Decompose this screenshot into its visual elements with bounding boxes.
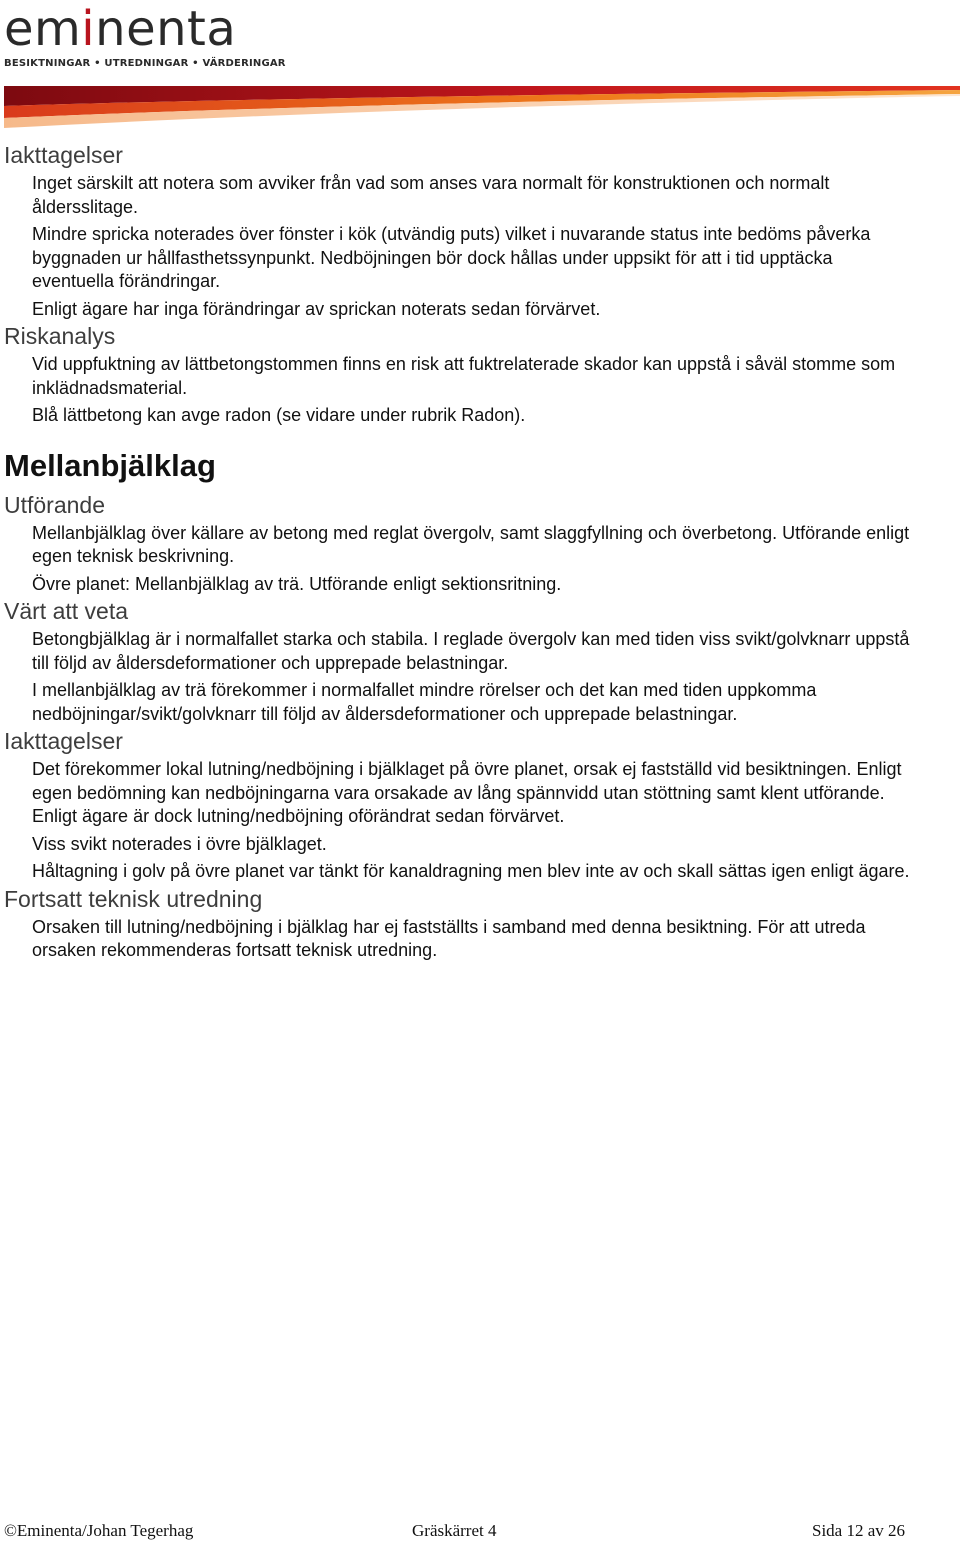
paragraph: Håltagning i golv på övre planet var tänkt för kanaldragning men blev inte av och skall sättas igen enligt ägare. (32, 861, 910, 881)
document-content (0, 140, 960, 963)
main-heading: Mellanbjälklag (4, 447, 216, 483)
section-heading: Iakttagelser (4, 728, 123, 754)
footer-property: Gräskärret 4 (412, 1521, 497, 1540)
header-banner-swoosh (4, 84, 960, 128)
logo-text-accent: i (81, 1, 96, 57)
logo-tagline: BESIKTNINGAR • UTREDNINGAR • VÄRDERINGAR (4, 58, 286, 69)
page-footer (0, 1521, 960, 1545)
section-heading: Utförande (4, 491, 106, 518)
paragraph: Mellanbjälklag över källare av betong med reglat övergolv, samt slaggfyllning och överbetong. Utförande enligt egen teknisk beskrivning. (32, 522, 910, 566)
paragraph: Blå lättbetong kan avge radon (se vidare under rubrik Radon). (32, 405, 526, 425)
section-heading: Riskanalys (4, 323, 116, 349)
logo-wordmark (4, 2, 286, 56)
paragraph: Det förekommer lokal lutning/nedböjning i bjälklaget på övre planet, orsak ej fastställd vid besiktningen. Enligt egen bedömning kan nedböjningarna vara orsakade av lång spännvidd utan stöttning samt klent utförande. Enligt ägare är dock lutning/nedböjning oförändrat sedan förvärvet. (32, 759, 902, 826)
paragraph: Orsaken till lutning/nedböjning i bjälklag har ej fastställts i samband med denna besiktning. För att utreda orsaken rekommenderas fortsatt teknisk utredning. (32, 916, 866, 960)
section-heading: Iakttagelser (4, 142, 123, 168)
paragraph: Enligt ägare har inga förändringar av sprickan noterats sedan förvärvet. (32, 298, 601, 319)
logo-text-start: em (4, 1, 82, 57)
section-heading: Fortsatt teknisk utredning (4, 885, 263, 912)
section-heading: Värt att veta (4, 598, 129, 624)
paragraph: Betongbjälklag är i normalfallet starka och stabila. I reglade övergolv kan med tiden viss svikt/golvknarr uppstå till följd av åldersdeformationer och upprepade belastningar. (32, 629, 910, 673)
footer-page-number: Sida 12 av 26 (812, 1521, 906, 1540)
footer-author: ©Eminenta/Johan Tegerhag (4, 1521, 194, 1540)
paragraph: Inget särskilt att notera som avviker från vad som anses vara normalt för konstruktionen och normalt åldersslitage. (32, 173, 830, 217)
paragraph: Övre planet: Mellanbjälklag av trä. Utförande enligt sektionsritning. (32, 573, 562, 594)
paragraph: Vid uppfuktning av lättbetongstommen finns en risk att fuktrelaterade skador kan uppstå i såväl stomme som inklädnadsmaterial. (32, 354, 896, 398)
company-logo (4, 2, 286, 69)
logo-text-end: nenta (95, 1, 237, 57)
paragraph: Mindre spricka noterades över fönster i kök (utvändig puts) vilket i nuvarande status inte bedöms påverka byggnaden ur hållfasthetssynpunkt. Nedböjningen bör dock hållas under uppsikt för att i tid upptäcka eventuella förändringar. (32, 224, 871, 291)
paragraph: Viss svikt noterades i övre bjälklaget. (32, 833, 327, 854)
paragraph: I mellanbjälklag av trä förekommer i normalfallet mindre rörelser och det kan med tiden uppkomma nedböjningar/svikt/golvknarr till följd av åldersdeformationer och upprepade belastningar. (32, 680, 817, 724)
